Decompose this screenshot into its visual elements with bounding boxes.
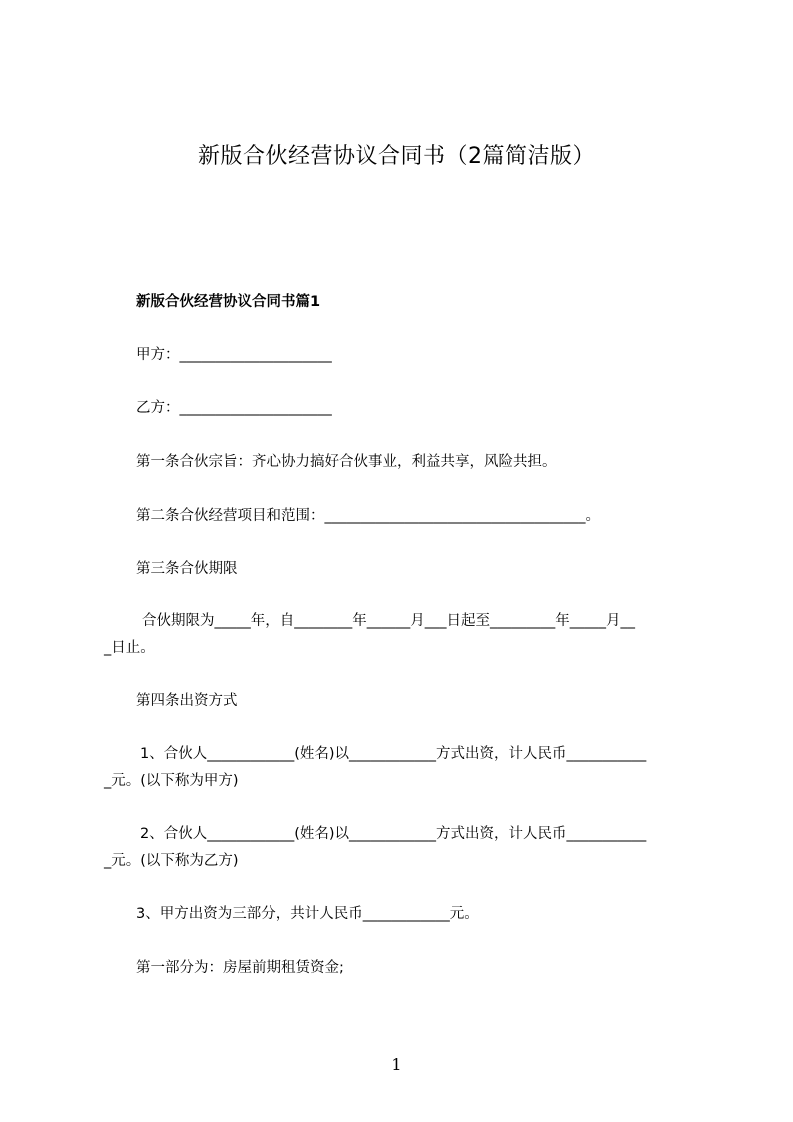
article-2: 第二条合伙经营项目和范围：____________________________________。 xyxy=(136,508,600,524)
item-3: 3、甲方出资为三部分，共计人民币____________元。 xyxy=(136,906,479,922)
party-b-line: 乙方：_____________________ xyxy=(136,400,332,416)
item-1-line-1: 1、合伙人____________(姓名)以____________方式出资，计人民币___________ xyxy=(140,746,647,762)
article-3-line-1: 合伙期限为_____年，自________年______月___日起至_________年_____月__ xyxy=(142,613,635,629)
article-4-title: 第四条出资方式 xyxy=(136,693,238,709)
article-3-title: 第三条合伙期限 xyxy=(136,561,238,577)
item-2-line-2: _元。(以下称为乙方) xyxy=(104,853,239,869)
item-2-line-1: 2、合伙人____________(姓名)以____________方式出资，计人民币___________ xyxy=(140,826,647,842)
article-3-line-2: _日止。 xyxy=(104,640,155,656)
section-heading: 新版合伙经营协议合同书篇1 xyxy=(136,294,321,310)
document-title: 新版合伙经营协议合同书（2篇简洁版） xyxy=(198,144,595,169)
part-1: 第一部分为：房屋前期租赁资金; xyxy=(136,960,344,976)
party-a-line: 甲方：_____________________ xyxy=(136,347,332,363)
item-1-line-2: _元。(以下称为甲方) xyxy=(104,773,239,789)
article-1: 第一条合伙宗旨：齐心协力搞好合伙事业，利益共享，风险共担。 xyxy=(136,454,557,470)
page-number: 1 xyxy=(391,1055,402,1074)
